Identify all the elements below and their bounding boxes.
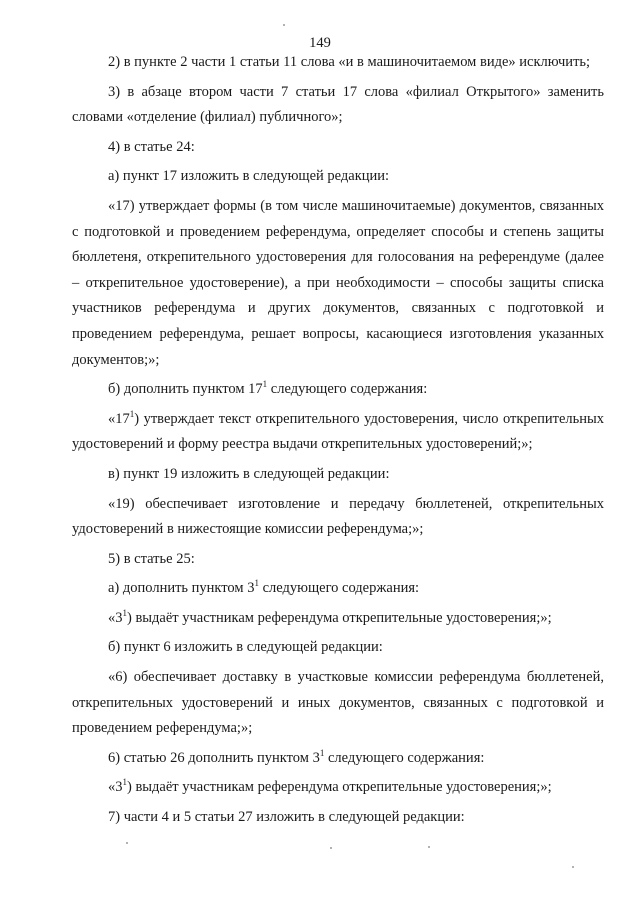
paragraph-text-continued: следующего содержания:	[324, 749, 485, 766]
paragraph	[72, 462, 604, 488]
scan-speck	[330, 847, 332, 849]
superscript-index: 1	[254, 578, 259, 589]
paragraph-text: «3	[108, 609, 123, 626]
paragraph	[72, 194, 604, 373]
paragraph-text: а) дополнить пунктом 3	[108, 580, 255, 597]
paragraph	[72, 407, 604, 458]
paragraph-text: 5) в статье 25:	[108, 550, 195, 567]
paragraph-text: «17	[108, 410, 130, 427]
paragraph	[72, 547, 604, 573]
paragraph	[72, 746, 604, 772]
paragraph-text: «6) обеспечивает доставку в участковые комиссии референдума бюллетеней, открепительных удостоверений и иных документов, связанных с подготовкой и проведением референдума;»;	[72, 669, 604, 737]
paragraph-text: «17) утверждает формы (в том числе машиночитаемые) документов, связанных с подготовкой и проведением референдума, определяет способы и степень защиты бюллетеня, открепительного удостоверения для голосования на референдуме (далее – открепительное удостоверение), а при необходимости – способы защиты списка участников референдума и других документов, связанных с подготовкой и проведением референдума, решает вопросы, касающиеся изготовления указанных документов;»;	[72, 197, 604, 368]
page-number: 149	[309, 35, 331, 51]
scan-speck	[428, 846, 430, 848]
superscript-index: 1	[129, 408, 135, 419]
scan-speck	[126, 842, 128, 844]
superscript-index: 1	[319, 748, 325, 759]
paragraph-text: 4) в статье 24:	[108, 138, 195, 155]
paragraph-text: 3) в абзаце втором части 7 статьи 17 слова «филиал Открытого» заменить словами «отделение (филиал) публичного»;	[72, 83, 604, 126]
paragraph-text: в) пункт 19 изложить в следующей редакции:	[108, 465, 390, 482]
paragraph-text: 2) в пункте 2 части 1 статьи 11 слова «и в машиночитаемом виде» исключить;	[108, 54, 591, 70]
paragraph	[72, 576, 604, 602]
paragraph-text: «3	[108, 779, 123, 796]
paragraph	[72, 135, 604, 161]
superscript-index: 1	[262, 379, 268, 390]
paragraph	[72, 80, 604, 131]
paragraph-text-continued: следующего содержания:	[258, 580, 420, 597]
paragraph-text: 6) статью 26 дополнить пунктом 3	[108, 749, 320, 766]
paragraph-text: «19) обеспечивает изготовление и передачу бюллетеней, открепительных удостоверений в нижестоящие комиссии референдума;»;	[72, 495, 604, 538]
paragraph-text: а) пункт 17 изложить в следующей редакции:	[108, 168, 390, 185]
scan-speck	[572, 866, 574, 868]
superscript-index: 1	[122, 777, 127, 788]
paragraph	[72, 606, 604, 632]
paragraph-text: 7) части 4 и 5 статьи 27 изложить в следующей редакции:	[108, 809, 465, 826]
paragraph	[72, 377, 604, 403]
paragraph-text-continued: ) выдаёт участникам референдума открепительные удостоверения;»;	[127, 609, 552, 626]
paragraph	[72, 164, 604, 190]
paragraph	[72, 805, 604, 831]
paragraph	[72, 665, 604, 742]
paragraph-text: б) пункт 6 изложить в следующей редакции:	[108, 639, 383, 656]
scan-speck	[283, 24, 285, 26]
paragraph	[72, 775, 604, 801]
paragraph-text-continued: следующего содержания:	[267, 381, 428, 398]
paragraph	[72, 492, 604, 543]
paragraph	[72, 635, 604, 661]
superscript-index: 1	[122, 608, 127, 619]
paragraph	[72, 50, 604, 76]
paragraph-text-continued: ) утверждает текст открепительного удостоверения, число открепительных удостоверений и форму реестра выдачи открепительных удостоверений;»;	[72, 410, 604, 453]
document-body	[72, 50, 604, 831]
paragraph-text-continued: ) выдаёт участникам референдума открепительные удостоверения;»;	[127, 779, 552, 796]
paragraph-text: б) дополнить пунктом 17	[108, 381, 263, 398]
